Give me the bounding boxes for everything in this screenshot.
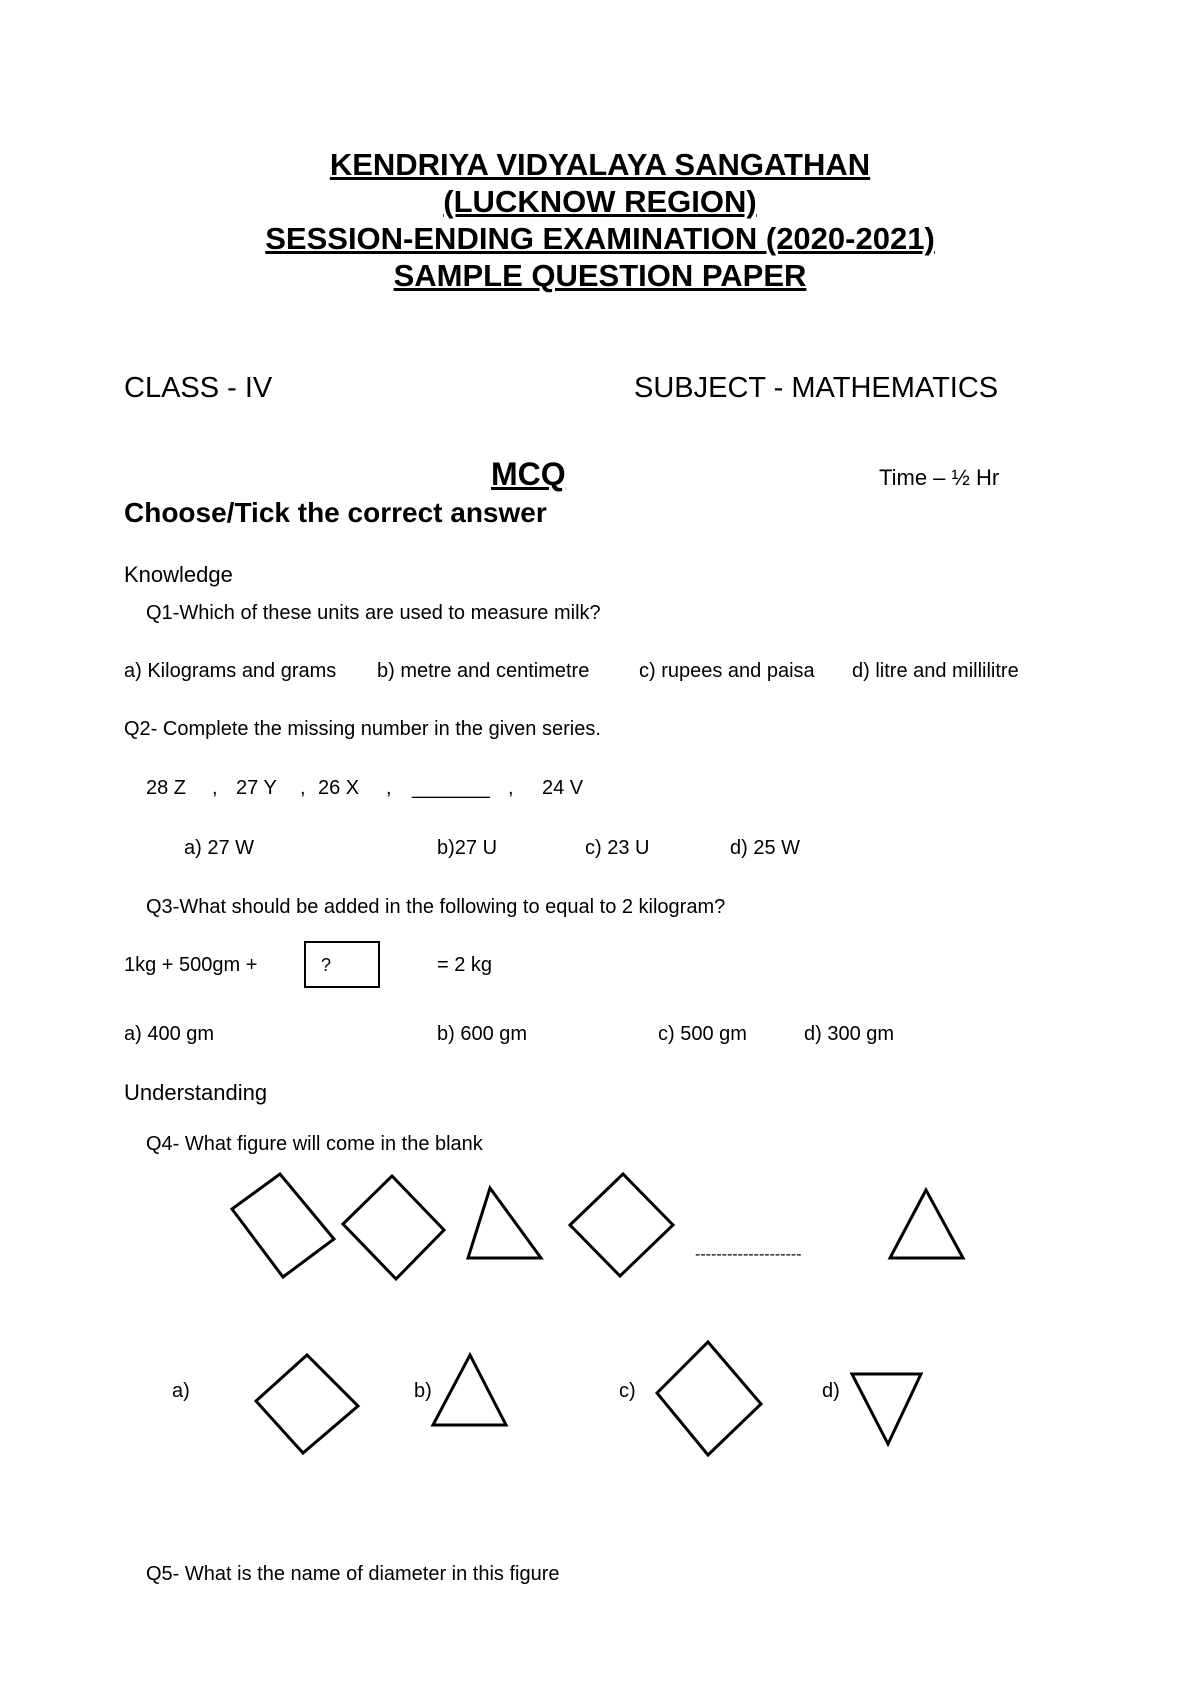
q1-option-c: c) rupees and paisa: [639, 660, 815, 682]
q3-box-text: ?: [321, 955, 332, 975]
q2-option-a: a) 27 W: [184, 837, 255, 859]
q1-option-b: b) metre and centimetre: [377, 660, 590, 682]
q2-option-c: c) 23 U: [585, 837, 650, 859]
sequence-triangle-1: [468, 1188, 541, 1258]
q2-option-d: d) 25 W: [730, 837, 801, 859]
q4-option-d-label: d): [822, 1380, 840, 1402]
subject-label: SUBJECT - MATHEMATICS: [634, 372, 999, 404]
sequence-triangle-2: [890, 1190, 963, 1258]
q1-option-a: a) Kilograms and grams: [124, 660, 337, 682]
q2-series-1: 28 Z: [146, 777, 187, 799]
q3-option-d: d) 300 gm: [804, 1023, 895, 1045]
q2-option-b: b)27 U: [437, 837, 498, 859]
q2-series-5: 24 V: [542, 777, 584, 799]
q2-comma: ,: [386, 777, 392, 799]
q2-comma: ,: [508, 777, 514, 799]
q4-option-a-label: a): [172, 1380, 190, 1402]
q3-option-c: c) 500 gm: [658, 1023, 747, 1045]
q3-equation-rhs: = 2 kg: [437, 954, 493, 976]
q3-text: Q3-What should be added in the following to equal to 2 kilogram?: [146, 896, 726, 918]
q2-comma: ,: [300, 777, 306, 799]
instruction: Choose/Tick the correct answer: [124, 497, 547, 528]
q3-option-b: b) 600 gm: [437, 1023, 528, 1045]
header-line-1: KENDRIYA VIDYALAYA SANGATHAN: [329, 147, 871, 182]
q3-option-a: a) 400 gm: [124, 1023, 215, 1045]
q2-series-3: 26 X: [318, 777, 360, 799]
q2-comma: ,: [212, 777, 218, 799]
option-c-square: [657, 1342, 761, 1455]
knowledge-heading: Knowledge: [124, 562, 233, 587]
section-title: MCQ: [491, 456, 566, 492]
header-line-3: SESSION-ENDING EXAMINATION (2020-2021): [265, 221, 935, 256]
sequence-square-3: [570, 1174, 673, 1276]
header-line-2: (LUCKNOW REGION): [443, 184, 757, 219]
q4-text: Q4- What figure will come in the blank: [146, 1133, 483, 1155]
q2-blank: _______: [412, 777, 490, 799]
q2-series-2: 27 Y: [236, 777, 277, 799]
q4-option-b-label: b): [414, 1380, 432, 1402]
option-d-triangle: [852, 1374, 921, 1444]
option-b-triangle: [433, 1355, 506, 1425]
class-label: CLASS - IV: [124, 372, 273, 404]
option-a-square: [256, 1355, 358, 1453]
q5-text: Q5- What is the name of diameter in this figure: [146, 1563, 560, 1585]
sequence-square-1: [232, 1174, 334, 1277]
q4-option-c-label: c): [619, 1380, 636, 1402]
header-line-4: SAMPLE QUESTION PAPER: [393, 258, 807, 293]
q1-option-d: d) litre and millilitre: [852, 660, 1019, 682]
understanding-heading: Understanding: [124, 1080, 268, 1105]
q3-equation-lhs: 1kg + 500gm +: [124, 954, 258, 976]
sequence-square-2: [343, 1176, 444, 1279]
q1-text: Q1-Which of these units are used to measure milk?: [146, 602, 601, 624]
q2-text: Q2- Complete the missing number in the given series.: [124, 718, 601, 740]
time-label: Time – ½ Hr: [879, 465, 1000, 490]
q4-blank: --------------------: [695, 1246, 802, 1263]
